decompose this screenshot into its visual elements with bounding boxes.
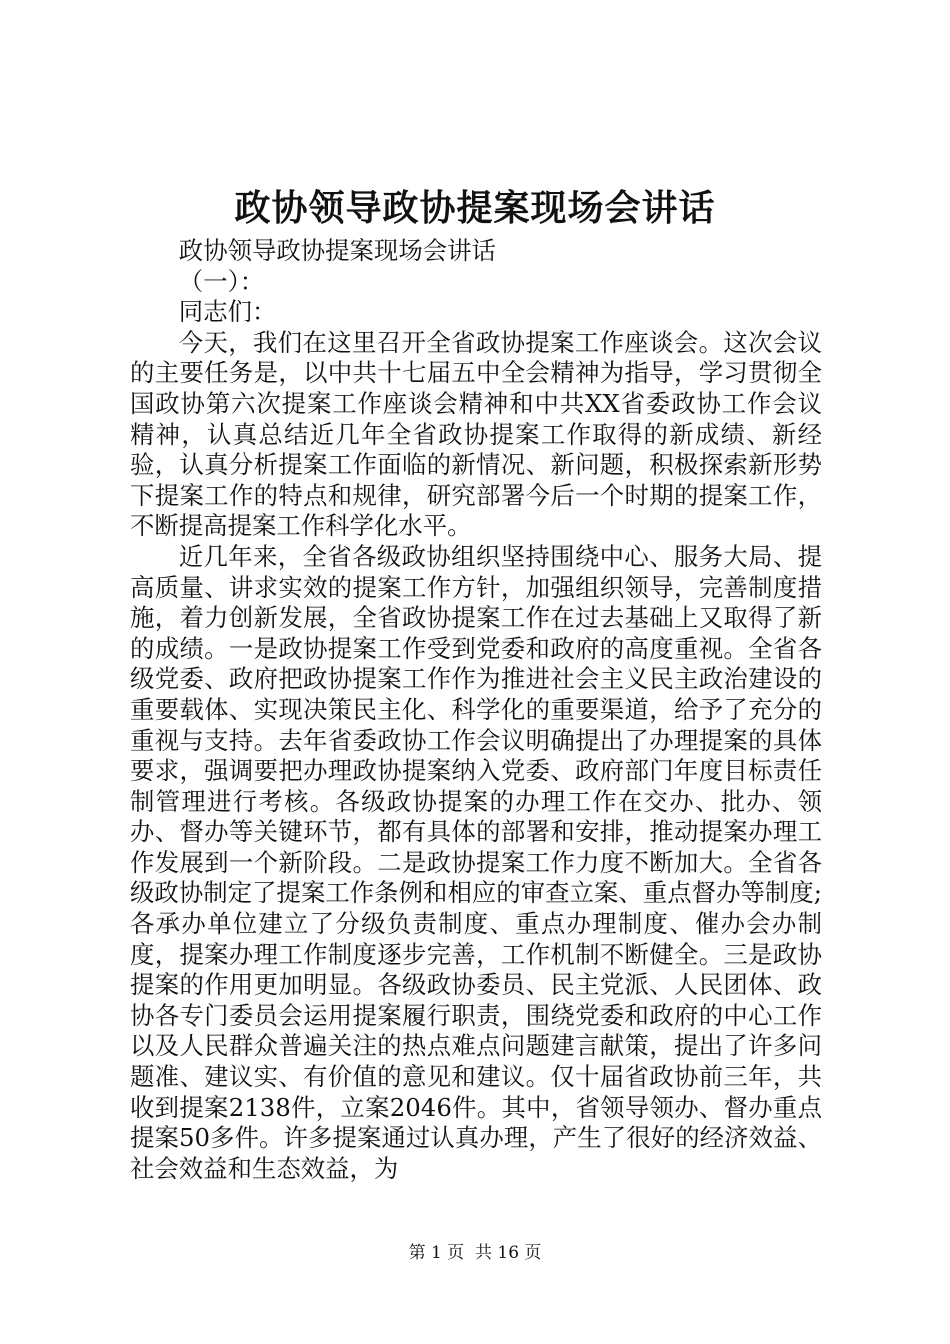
body-paragraph: 近几年来，全省各级政协组织坚持围绕中心、服务大局、提高质量、讲求实效的提案工作方针，加强组织领导，完善制度措施，着力创新发展，全省政协提案工作在过去基础上又取得了新的成绩。一是政协提案工作受到党委和政府的高度重视。全省各级党委、政府把政协提案工作作为推进社会主义民主政治建设的重要载体、实现决策民主化、科学化的重要渠道，给予了充分的重视与支持。去年省委政协工作会议明确提出了办理提案的具体要求，强调要把办理政协提案纳入党委、政府部门年度目标责任制管理进行考核。各级政协提案的办理工作在交办、批办、领办、督办等关键环节，都有具体的部署和安排，推动提案办理工作发展到一个新阶段。二是政协提案工作力度不断加大。全省各级政协制定了提案工作条例和相应的审查立案、重点督办等制度;各承办单位建立了分级负责制度、重点办理制度、催办会办制度，提案办理工作制度逐步完善，工作机制不断健全。三是政协提案的作用更加明显。各级政协委员、民主党派、人民团体、政协各专门委员会运用提案履行职责，围绕党委和政府的中心工作以及人民群众普遍关注的热点难点问题建言献策，提出了许多问题准、建议实、有价值的意见和建议。仅十届省政协前三年，共收到提案2138件，立案2046件。其中，省领导领办、督办重点提案50多件。许多提案通过认真办理，产生了很好的经济效益、社会效益和生态效益，为 <box>130 541 822 1183</box>
page-footer: 第 1 页 共 16 页 <box>408 1243 542 1263</box>
body-paragraph: 今天，我们在这里召开全省政协提案工作座谈会。这次会议的主要任务是，以中共十七届五中全会精神为指导，学习贯彻全国政协第六次提案工作座谈会精神和中共XX省委政协工作会议精神，认真总结近几年全省政协提案工作取得的新成绩、新经验，认真分析提案工作面临的新情况、新问题，积极探索新形势下提案工作的特点和规律，研究部署今后一个时期的提案工作，不断提高提案工作科学化水平。 <box>130 327 822 541</box>
document-body <box>130 236 822 1184</box>
subtitle-paragraph: 政协领导政协提案现场会讲话 <box>178 236 496 265</box>
page-title: 政协领导政协提案现场会讲话 <box>234 187 716 229</box>
salutation: 同志们： <box>178 297 277 327</box>
section-marker: （一）： <box>178 266 265 296</box>
